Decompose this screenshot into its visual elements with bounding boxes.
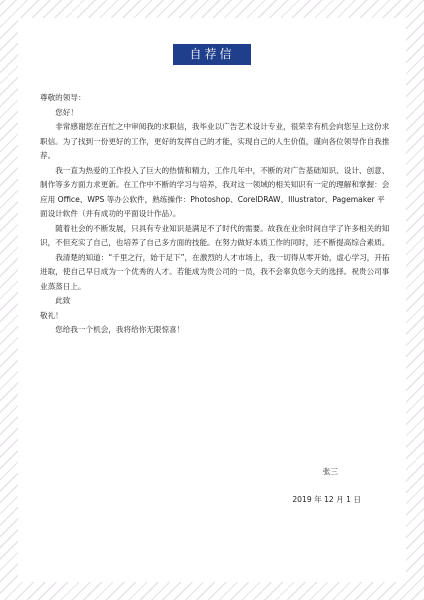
final-line: [40, 323, 390, 338]
paragraph-3: 随着社会的不断发展，只具有专业知识是满足不了时代的需要。故我在业余时间自学了许多相关的知识，不但充实了自己，也培养了自己多方面的技能。在努力做好本质工作的同时，还不断提高综合素质。: [40, 223, 390, 247]
date: 2019 年 12 月 1 日: [292, 495, 361, 504]
final-prefix: 您: [55, 325, 63, 334]
paragraph-4: 我清楚的知道：“千里之行，始于足下”，在激烈的人才市场上，我一切得从零开始，虚心学习，开拓进取，使自己早日成为一个优秀的人才。若能成为贵公司的一员，我不会辜负您今天的选择。祝贵公司事业蒸蒸日上。: [40, 252, 390, 291]
signature: 张三: [322, 467, 338, 476]
letter-body: [40, 91, 390, 338]
closing: 此致: [55, 296, 71, 305]
paragraph-2: 我一直为热爱的工作投入了巨大的热情和精力，工作几年中，不断的对广告基础知识、设计、创意、制作等多方面力求更新。在工作中不断的学习与培养，我对这一领域的相关知识有一定的理解和掌握：会应用 Office、WPS 等办公软件，熟练操作：Photoshop、CorelDRAW、Illustrator、Pagemaker 平面设计软件（并有成功的平面设计作品）。: [40, 165, 390, 218]
salutation: 尊敬的领导：: [40, 93, 86, 102]
greeting: 您好！: [55, 107, 78, 117]
regards: 敬礼！: [40, 310, 63, 320]
paragraph-1: 非常感谢您在百忙之中审阅我的求职信，我毕业以广告艺术设计专业，很荣幸有机会向您呈上这份求职信。为了找到一份更好的工作，更好的发挥自己的才能，实现自己的人生价值，谨向各位领导作自我推荐。: [40, 122, 390, 160]
letter-paper: [18, 18, 406, 582]
final-text: 给我一个机会，我将给你无限惊喜！: [62, 325, 185, 334]
page-title: 自荐信: [173, 44, 251, 65]
